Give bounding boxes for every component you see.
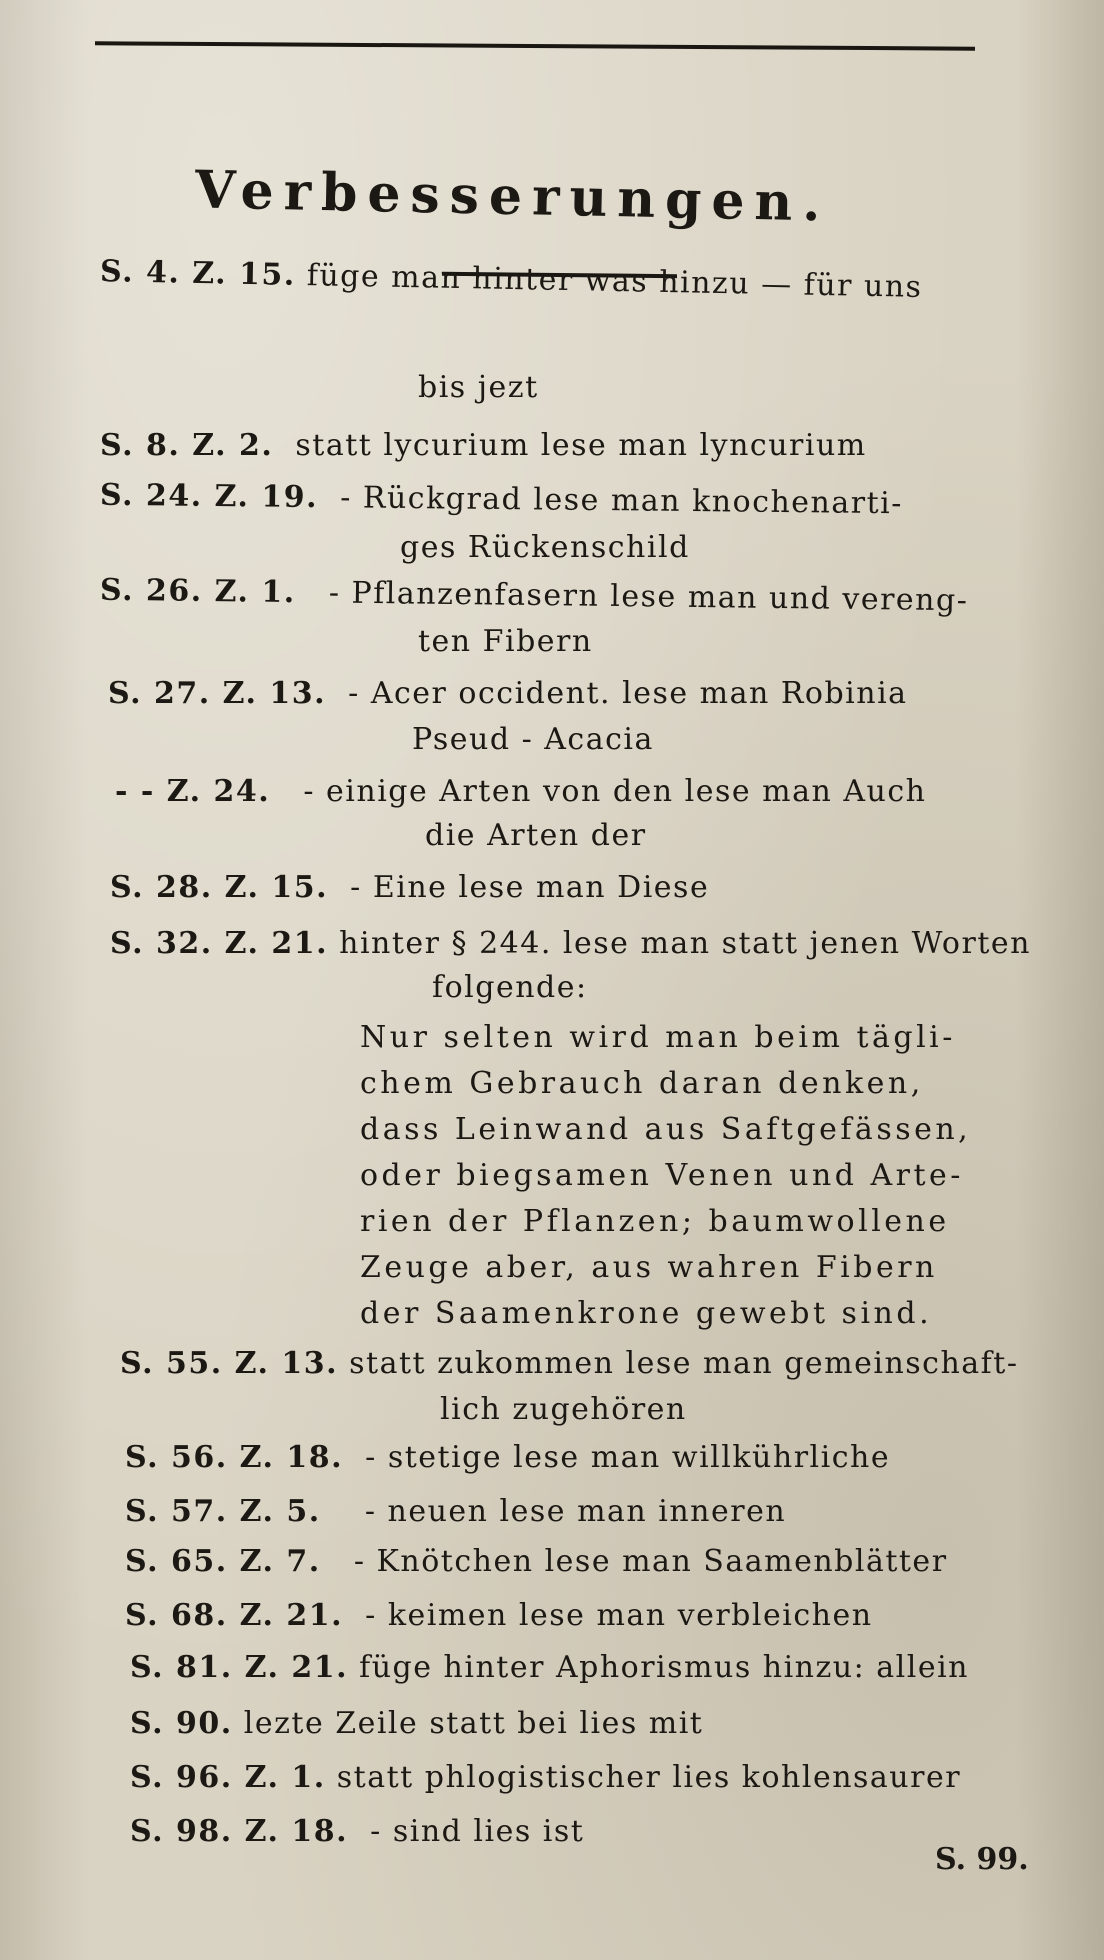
entry-ref: S. 57. Z. 5. xyxy=(125,1494,321,1529)
quote-line: dass Leinwand aus Saftgefässen, xyxy=(360,1112,972,1147)
entry-text: statt phlogistischer lies kohlensaurer xyxy=(336,1760,962,1795)
entry-ref: S. 68. Z. 21. xyxy=(125,1598,344,1633)
entry-1 xyxy=(100,254,923,305)
entry-17 xyxy=(130,1814,584,1849)
entry-ref: S. 24. Z. 19. xyxy=(99,477,319,516)
entry-text: hinter § 244. lese man statt jenen Worten xyxy=(339,926,1031,961)
entry-ref: S. 26. Z. 1. xyxy=(99,572,296,611)
entry-2 xyxy=(100,428,867,463)
entry-14 xyxy=(130,1650,969,1685)
entry-3 xyxy=(100,478,903,521)
entry-8-continuation: folgende: xyxy=(432,970,588,1005)
entry-16 xyxy=(130,1760,961,1795)
entry-9 xyxy=(120,1346,1018,1381)
entry-ref: S. 28. Z. 15. xyxy=(110,870,329,905)
entry-text: füge man hinter was hinzu — für uns xyxy=(306,258,923,305)
entry-ref: S. 8. Z. 2. xyxy=(100,428,274,463)
entry-15 xyxy=(130,1706,703,1741)
entry-ref: S. 98. Z. 18. xyxy=(130,1814,349,1849)
entry-13 xyxy=(125,1598,873,1633)
quote-line: Nur selten wird man beim tägli- xyxy=(360,1020,956,1055)
entry-4 xyxy=(100,573,969,619)
entry-11 xyxy=(125,1494,786,1529)
entry-text: - sind lies ist xyxy=(370,1814,585,1849)
entry-text: statt lycurium lese man lyncurium xyxy=(295,428,867,463)
entry-ref: S. 65. Z. 7. xyxy=(125,1544,321,1579)
entry-text: füge hinter Aphorismus hinzu: allein xyxy=(359,1650,970,1685)
entry-text: - stetige lese man willkührliche xyxy=(365,1440,891,1475)
quote-line: der Saamenkrone gewebt sind. xyxy=(360,1296,933,1331)
entry-text: - einige Arten von den lese man Auch xyxy=(303,774,927,809)
entry-text: - Rückgrad lese man knochenarti- xyxy=(339,480,904,522)
entry-5-continuation: Pseud - Acacia xyxy=(412,722,654,757)
entry-text: statt zukommen lese man gemeinschaft- xyxy=(349,1346,1019,1381)
quote-line: Zeuge aber, aus wahren Fibern xyxy=(360,1250,938,1285)
top-rule xyxy=(95,41,975,50)
entry-ref: S. 32. Z. 21. xyxy=(110,926,329,961)
entry-4-continuation: ten Fibern xyxy=(418,624,593,659)
page-title: Verbesserungen. xyxy=(194,159,832,234)
catchword: S. 99. xyxy=(935,1842,1029,1877)
entry-ref: - - Z. 24. xyxy=(115,774,271,809)
entry-ref: S. 81. Z. 21. xyxy=(130,1650,349,1685)
entry-1-continuation: bis jezt xyxy=(418,370,539,405)
entry-text: - Acer occident. lese man Robinia xyxy=(348,676,908,711)
entry-ref: S. 56. Z. 18. xyxy=(125,1440,344,1475)
entry-6 xyxy=(115,774,926,809)
entry-text: - Knötchen lese man Saamenblätter xyxy=(353,1544,948,1579)
entry-ref: S. 27. Z. 13. xyxy=(108,676,327,711)
entry-ref: S. 55. Z. 13. xyxy=(120,1346,339,1381)
entry-10 xyxy=(125,1440,890,1475)
entry-12 xyxy=(125,1544,948,1579)
entry-6-continuation: die Arten der xyxy=(425,818,647,853)
entry-text: lezte Zeile statt bei lies mit xyxy=(243,1706,704,1741)
quote-line: chem Gebrauch daran denken, xyxy=(360,1066,924,1101)
entry-ref: S. 96. Z. 1. xyxy=(130,1760,326,1795)
quote-line: rien der Pflanzen; baumwollene xyxy=(360,1204,950,1239)
entry-5 xyxy=(108,676,908,711)
entry-text: - keimen lese man verbleichen xyxy=(365,1598,873,1633)
entry-ref: S. 4. Z. 15. xyxy=(99,254,297,293)
quote-line: oder biegsamen Venen und Arte- xyxy=(360,1158,964,1193)
entry-ref: S. 90. xyxy=(130,1706,233,1741)
entry-text: - neuen lese man inneren xyxy=(364,1494,787,1529)
entry-text: - Eine lese man Diese xyxy=(350,870,710,905)
entry-3-continuation: ges Rückenschild xyxy=(400,530,690,565)
entry-9-continuation: lich zugehören xyxy=(440,1392,687,1427)
entry-text: - Pflanzenfasern lese man und vereng- xyxy=(328,575,969,619)
entry-7 xyxy=(110,870,709,905)
entry-8 xyxy=(110,926,1031,961)
